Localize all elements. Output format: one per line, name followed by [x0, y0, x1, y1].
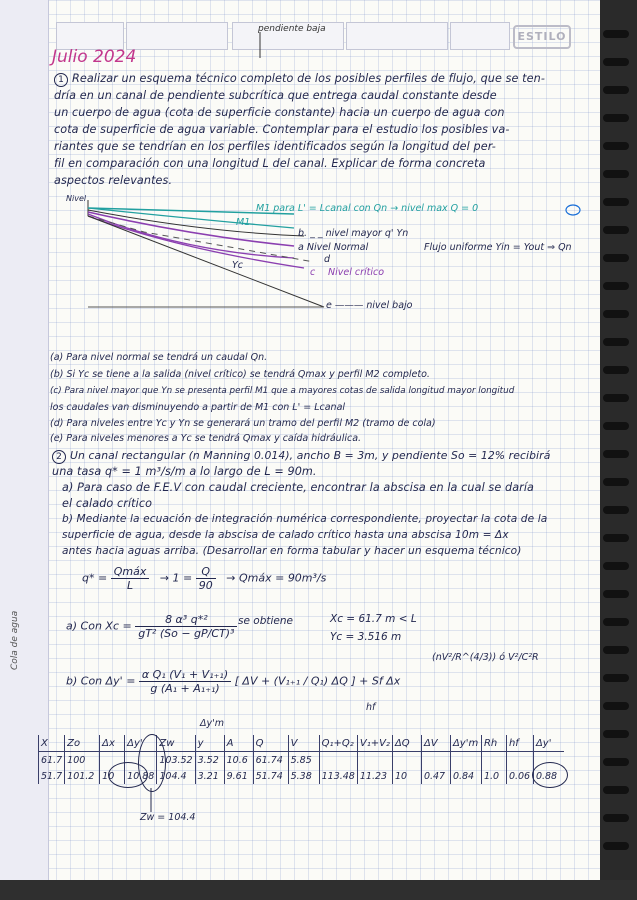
spiral-ring	[603, 254, 629, 262]
table-cell: 0.47	[421, 768, 450, 784]
zw-arrow	[146, 788, 156, 814]
table-cell: 51.74	[253, 768, 288, 784]
diagram-label-flow: Flujo uniforme Yin = Yout ⇒ Qn	[424, 242, 572, 253]
table-cell	[392, 752, 421, 769]
table-header: ΔV	[421, 735, 450, 752]
problem2-part-b: b) Mediante la ecuación de integración numérica correspondiente, proyectar la cota de la	[62, 513, 548, 525]
critical-line	[88, 216, 314, 262]
header-box	[346, 22, 448, 50]
table-cell: 101.2	[65, 768, 100, 784]
table-header: Q₁+Q₂	[319, 735, 357, 752]
problem1-line: aspectos relevantes.	[54, 174, 173, 187]
diagram-label-m1: M1	[236, 217, 251, 228]
spiral-ring	[603, 786, 629, 794]
table-cell: 10	[100, 768, 125, 784]
hf-label: hf	[366, 702, 376, 713]
table-header-row	[39, 735, 564, 752]
zw-note: Zw = 104.4	[140, 812, 196, 823]
background-surface	[0, 880, 637, 900]
table-cell: 61.7	[39, 752, 65, 769]
diagram-label-a: a Nivel Normal	[298, 242, 369, 253]
problem1-line: fil en comparación con una longitud L del canal. Explicar de forma concreta	[54, 157, 486, 170]
table-cell: 0.06	[506, 768, 533, 784]
problem1-line: dría en un canal de pendiente subcrítica que entrega caudal constante desde	[54, 89, 497, 102]
diagram-label-d: d	[324, 254, 331, 265]
note-line: (c) Para nivel mayor que Yn se presenta perfil M1 que a mayores cotas de salida longitud mayor longitud	[50, 386, 515, 396]
spiral-ring	[603, 422, 629, 430]
header-annotation: pendiente baja	[258, 24, 326, 34]
problem2-part-a: a) Para caso de F.E.V con caudal creciente, encontrar la abscisa en la cual se daría	[62, 481, 535, 494]
table-cell: 10.6	[224, 752, 253, 769]
q-equation: q* = $\frac{\text{Qmáx}}{L}$ → 1 = $\frac{Q}{90}$ → Qmáx = 90m³/s	[82, 565, 327, 592]
spiral-ring	[603, 562, 629, 570]
problem2-part-a: el calado crítico	[62, 497, 153, 510]
xc-result: Xc = 61.7 m < L	[330, 613, 417, 625]
friction-formula: (nV²/R^(4/3)) ó V²/C²R	[432, 652, 539, 663]
spiral-ring	[603, 366, 629, 374]
table-cell: 9.61	[224, 768, 253, 784]
table-header: Δy'	[125, 735, 157, 752]
header-box	[56, 22, 124, 50]
note-line: (e) Para niveles menores a Yc se tendrá Qmax y caída hidráulica.	[50, 433, 362, 444]
header-box	[450, 22, 510, 50]
profile-c	[88, 216, 304, 268]
table-header: Rh	[481, 735, 506, 752]
spiral-ring	[603, 842, 629, 850]
table-header: Δx	[100, 735, 125, 752]
table-cell: 3.52	[195, 752, 224, 769]
problem1-line: un cuerpo de agua (cota de superficie constante) hacia un cuerpo de agua con	[54, 106, 505, 119]
spiral-ring	[603, 674, 629, 682]
diagram-label-crit: Nivel crítico	[328, 267, 385, 278]
problem1-line: 1 Realizar un esquema técnico completo de los posibles perfiles de flujo, que se ten-	[54, 72, 545, 87]
diagram-label-e: e ——— nivel bajo	[326, 300, 413, 311]
table-header: y	[195, 735, 224, 752]
profile-a	[88, 212, 294, 246]
circled-column	[138, 734, 166, 792]
table-header: V	[288, 735, 319, 752]
table-header: A	[224, 735, 253, 752]
table-cell: 103.52	[157, 752, 195, 769]
table-cell	[421, 752, 450, 769]
header-box	[126, 22, 228, 50]
spiral-ring	[603, 310, 629, 318]
spiral-ring	[603, 58, 629, 66]
table-header: Zw	[157, 735, 195, 752]
spiral-ring	[603, 506, 629, 514]
spiral-ring	[603, 394, 629, 402]
spiral-ring	[603, 282, 629, 290]
spiral-ring	[603, 534, 629, 542]
mark-circle	[566, 205, 580, 215]
yc-result: Yc = 3.516 m	[330, 631, 402, 643]
spiral-ring	[603, 646, 629, 654]
diagram-label-yc: Yc	[232, 260, 244, 271]
table-header: X	[39, 735, 65, 752]
diagram-label-b: b. _ _ nivel mayor q' Yn	[298, 228, 409, 239]
spiral-ring	[603, 590, 629, 598]
problem1-line: riantes que se tendrían en los perfiles identificados según la longitud del per-	[54, 140, 496, 153]
problem1-line: cota de superficie de agua variable. Contemplar para el estudio los posibles va-	[54, 123, 510, 136]
problem2-line: una tasa q* = 1 m³/s/m a lo largo de L = 90m.	[52, 465, 317, 478]
table-header: Δy'm	[450, 735, 481, 752]
spiral-ring	[603, 86, 629, 94]
note-line: (a) Para nivel normal se tendrá un caudal Qn.	[50, 352, 268, 363]
xc-equation: a) Con Xc = $\frac{\text{8 α³ q*²}}{\text{gT² (So − gP/CT)³}}$	[66, 613, 237, 640]
table-cell: 11.23	[357, 768, 392, 784]
spiral-ring	[603, 338, 629, 346]
table-cell: 3.21	[195, 768, 224, 784]
table-cell: 100	[65, 752, 100, 769]
table-header: ΔQ	[392, 735, 421, 752]
table-cell: 5.38	[288, 768, 319, 784]
problem2-part-b: antes hacia aguas arriba. (Desarrollar en forma tabular y hacer un esquema técnico)	[62, 545, 522, 557]
table-cell: 61.74	[253, 752, 288, 769]
annotation-arrow	[240, 30, 280, 60]
dy-equation: b) Con Δy' = $\frac{\text{α Q₁ (V₁ + V₁₊₁)}}{\text{g (A₁ + A₁₊₁)}}$ [ ΔV + (V₁₊₁ / Q₁) ΔQ ] + Sf Δx	[66, 668, 401, 695]
spiral-ring	[603, 198, 629, 206]
page-title: Julio 2024	[52, 47, 137, 67]
xc-obtain: se obtiene	[238, 615, 293, 627]
table-cell	[506, 752, 533, 769]
spiral-ring	[603, 618, 629, 626]
spiral-ring	[603, 226, 629, 234]
table-cell: 5.85	[288, 752, 319, 769]
note-line: (d) Para niveles entre Yc y Yn se generará un tramo del perfil M2 (tramo de cola)	[50, 418, 436, 429]
diagram-label-c: c	[310, 267, 316, 278]
spiral-ring	[603, 730, 629, 738]
table-cell: 0.84	[450, 768, 481, 784]
spiral-ring	[603, 450, 629, 458]
table-header: Q	[253, 735, 288, 752]
spiral-ring	[603, 142, 629, 150]
table-cell	[357, 752, 392, 769]
spiral-ring	[603, 170, 629, 178]
side-note: Cola de agua	[10, 610, 20, 670]
table-header: V₁+V₂	[357, 735, 392, 752]
table-cell: 113.48	[319, 768, 357, 784]
table-cell	[450, 752, 481, 769]
spiral-ring	[603, 478, 629, 486]
spiral-ring	[603, 30, 629, 38]
table-cell: 1.0	[481, 768, 506, 784]
spiral-ring	[603, 814, 629, 822]
table-cell: 10	[392, 768, 421, 784]
profile-d	[88, 214, 294, 258]
table-cell: 104.4	[157, 768, 195, 784]
profile-e	[88, 216, 324, 307]
spiral-ring	[603, 702, 629, 710]
circled-value	[532, 762, 568, 788]
note-line: (b) Si Yc se tiene a la salida (nivel crítico) se tendrá Qmax y perfil M2 completo.	[50, 369, 430, 380]
note-line: los caudales van disminuyendo a partir de M1 con L' = Lcanal	[50, 402, 346, 413]
dy-mean-label: Δy'm	[200, 718, 224, 729]
table-cell: 10.88	[125, 768, 157, 784]
problem2-line: 2 Un canal rectangular (n Manning 0.014), ancho B = 3m, y pendiente So = 12% recibirá	[52, 449, 550, 464]
table-cell: 51.7	[39, 768, 65, 784]
table-cell	[319, 752, 357, 769]
table-header: hf	[506, 735, 533, 752]
table-cell: 0.88	[533, 768, 564, 784]
diagram-label-top: M1 para L' = Lcanal con Qn → nivel max Q = 0	[256, 203, 479, 214]
brand-logo: ESTILO	[513, 25, 571, 49]
problem2-part-b: superficie de agua, desde la abscisa de calado crítico hasta una abscisa 10m = Δx	[62, 529, 509, 541]
table-header: Zo	[65, 735, 100, 752]
table-cell	[481, 752, 506, 769]
diagram-axis-label: Nivel	[66, 194, 87, 203]
table-header: Δy'	[533, 735, 564, 752]
spiral-ring	[603, 758, 629, 766]
spiral-ring	[603, 114, 629, 122]
